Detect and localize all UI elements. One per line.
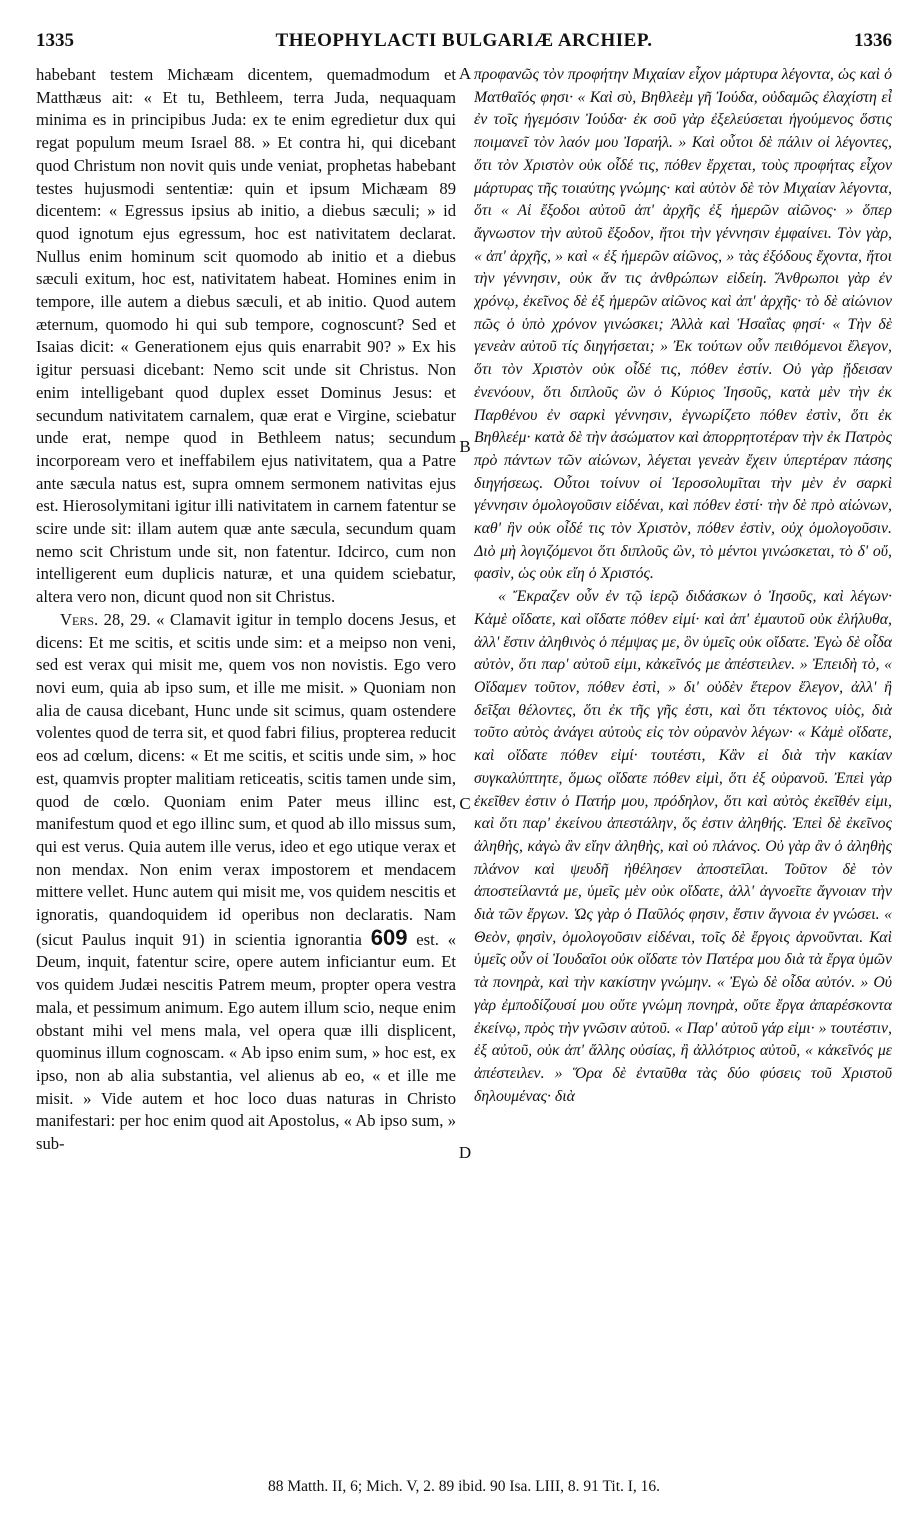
latin-column — [36, 64, 456, 1458]
latin-paragraph-2-text-a: « Clamavit igitur in templo docens Jesus, et dicens: Et me scitis, et scitis unde sim: et a meipso non veni, sed est verax qui misit me, quem vos non novistis. Ego vero novi eum, quia ab ipso sum, et ille me misit. » Quoniam non alia de causa dicebant, Hunc unde sit scimus, quam ostendere volentes quod de terra sit, et quod fabri filius, propterea reducit eos ad cœlum, dicens: « Et me scitis, et scitis unde sim, » hoc est, quamvis propter malitiam reticeatis, scitis tamen unde sim, quod de cœlo. Quoniam enim Pater meus illinc est, manifestum quod et ego illinc sum, et quod ab illo missus sum, qui est verus. Quia autem ille verus, ideo et ego utique verax et non mendax. Non enim verax impostorem et mendacem mittere vellet. Hunc autem qui misit me, vos quidem nescitis et ignoratis, quandoquidem id operibus non declaratis. Nam (sicut Paulus inquit 91) in scientia ignorantia — [36, 609, 456, 949]
section-letter-b: B — [459, 437, 471, 456]
section-letter-a: A — [458, 64, 472, 83]
section-letter-d: D — [458, 1143, 472, 1162]
page-number-right: 1336 — [854, 30, 892, 51]
latin-paragraph-2-text-b: est. « Deum, inquit, fatentur scire, opere autem inficiantur eum. Et vos quidem Judæi nescitis Patrem meum, propter opera vestra mala, et pessimum animum. Ego autem illum scio, neque enim obstant mihi vel mens mala, vel opera quæ illi displicent, quominus illum cognoscam. « Ab ipso enim sum, » hoc est, ex ipso, non ab alia substantia, vel alienus ab eo, « et ille me misit. » Vide autem et hoc loco duas naturas in Christo manifestari: per hoc enim quod ait Apostolus, « Ab ipso sum, » sub- — [36, 929, 456, 1154]
page-number-left: 1335 — [36, 30, 74, 51]
footnotes: 88 Matth. II, 6; Mich. V, 2. 89 ibid. 90 Isa. LIII, 8. 91 Tit. I, 16. — [267, 1478, 661, 1495]
latin-paragraph-1: habebant testem Michæam dicentem, quemadmodum et Matthæus ait: « Et tu, Bethleem, terra Juda, nequaquam minima es in principibus Juda: ex te enim egredietur dux qui regat populum meum Israel 88. » Et contra hi, qui dicebant quod Christum non novit quis unde veniat, prophetas habebant testes hujusmodi sententiæ: quin et ipsum Michæam 89 dicentem: « Egressus ipsius ab initio, a diebus sæculi; » id quod ignotum ejus egressum, hoc est nativitatem declarat. Nullus enim hominum scit quomodo ab initio et a diebus sæculi exitum, hoc est, nativitatem habeat. Homines enim in tempore, ille autem a diebus sæculi, et ab initio. Quod autem æternum, quomodo hi qui sub tempore, cognoscunt? Sed et Isaias dicit: « Generationem ejus quis enarrabit 90? » Ex his igitur persuasi dicebant: Nemo scit unde sit Christus. Non enim intelligebant quod duplex esset Dominus Jesus: et secundum nativitatem carnalem, quæ erat e Virgine, sciebatur unde erat, nempe quod in Bethleem natus; secundum incorpoream vero et ineffabilem ejus nativitatem, qua a Patre ante sæcula natus est, supra omnem sermonem nativitas ejus est. Hierosolymitani igitur illi nativitatem in carnem fatentur se scire unde sit: illam autem quæ ante sæcula, secundum quam nemo scit Christum unde sit, non fatentur. Idcirco, cum non intelligerent eum duplicis naturæ, et una quidem sciebatur, altera vero non, dicunt quod non sit Christus. — [36, 65, 456, 607]
latin-paragraph-2 — [36, 609, 456, 1156]
verse-reference: Vers. 28, 29. — [60, 609, 151, 629]
running-title: THEOPHYLACTI BULGARIÆ ARCHIEP. — [275, 30, 653, 51]
greek-paragraph-2: « Ἔκραζεν οὖν ἐν τῷ ἱερῷ διδάσκων ὁ Ἰησοῦς, καὶ λέγων· Κἀμὲ οἴδατε, καὶ οἴδατε πόθεν εἰμί· καὶ ἀπ' ἐμαυτοῦ οὐκ ἐλήλυθα, ἀλλ' ἔστιν ἀληθινὸς ὁ πέμψας με, ὃν ὑμεῖς οὐκ οἴδατε. Ἐγὼ δὲ οἶδα αὐτὸν, ὅτι παρ' αὐτοῦ εἰμι, κἀκεῖνός με ἀπέστειλεν. » Ἐπειδὴ τὸ, « Οἴδαμεν τοῦτον, πόθεν ἐστὶ, » δι' οὐδὲν ἕτερον ἔλεγον, ἀλλ' ἢ δεῖξαι θέλοντες, ὅτι ἐκ τῆς γῆς ἐστι, καὶ ὅτι τέκτονος υἱὸς, διὰ τοῦτο αὐτὸς ἀνάγει αὐτοὺς εἰς τὸν οὐρανὸν λέγων· « Κἀμὲ οἴδατε, καὶ οἴδατε πόθεν εἰμί· τουτέστι, Κἂν εἰ διὰ τὴν κακίαν συγκαλύπτητε, ὅμως οἴδατε πόθεν εἰμὶ, ὅτι ἐξ οὐρανοῦ. Ἐπεὶ γὰρ ἐκεῖθεν ἐστιν ὁ Πατήρ μου, πρόδηλον, ὅτι καὶ αὐτὸς ἐκεῖθέν εἰμι, καὶ ὅτι παρ' ἐκείνου ἀπεστάλην, ὅς ἐστιν ἀληθής. Ἐπεὶ δὲ ἐκεῖνος ἀληθὴς, κἀγὼ ἂν εἴην ἀληθὴς, καὶ οὐ πλάνος. Οὐ γὰρ ἂν ὁ ἀληθὴς πλάνον καὶ ψευδῆ ἠθέλησεν ἀποστεῖλαι. Τοῦτον δὲ τὸν ἀποστείλαντά με, ὑμεῖς μὲν οὐκ οἴδατε, ἀλλ' ἀγνοεῖτε ἄγνοιαν τὴν διὰ τῶν ἔργων. Ὡς γὰρ ὁ Παῦλός φησιν, ἔστιν ἄγνοια ἐν γνώσει. « Θεὸν, φησὶν, ὁμολογοῦσιν εἰδέναι, τοῖς δὲ ἔργοις ἀρνοῦνται. Καὶ ὑμεῖς οὖν οἱ Ἰουδαῖοι οὐκ οἴδατε τὸν Πατέρα μου διὰ τὰ ἔργα ὑμῶν τὰ πονηρὰ, καὶ τὴν κακίστην γνώμην. « Ἐγὼ δὲ οἶδα αὐτόν. » Οὐ γὰρ ἐμποδίζουσί μου οὔτε γνώμη πονηρὰ, οὔτε ἔργα ἀπαρέσκοντα ἐκείνῳ, πρὸς τὴν γνῶσιν αὐτοῦ. « Παρ' αὐτοῦ γάρ εἰμι· » τουτέστιν, ἐξ αὐτοῦ, οὐκ ἀπ' ἄλλης οὐσίας, ἢ ἀλλότριος αὐτοῦ, « κἀκεῖνός με ἀπέστειλεν. » Ὅρα δὲ ἐνταῦθα τὰς δύο φύσεις τοῦ Χριστοῦ δηλουμένας· διὰ — [474, 588, 892, 1105]
section-letter-c: C — [459, 794, 471, 813]
greek-paragraph-1: προφανῶς τὸν προφήτην Μιχαίαν εἶχον μάρτυρα λέγοντα, ὡς καὶ ὁ Ματθαῖός φησι· « Καὶ σὺ, Βηθλεὲμ γῆ Ἰούδα, οὐδαμῶς ἐλαχίστη εἶ ἐν τοῖς ἡγεμόσιν Ἰούδα· ἐκ σοῦ γὰρ ἐξελεύσεται ἡγούμενος ὅστις ποιμανεῖ τὸν λαόν μου Ἰσραήλ. » Καὶ οὗτοι δὲ πάλιν οἱ λέγοντες, ὅτι τὸν Χριστὸν οὐκ οἶδέ τις, πόθεν ἔρχεται, τοὺς προφήτας εἶχον μάρτυρας τῆς τοιαύτης γνώμης· καὶ αὐτὸν δὲ τὸν Μιχαίαν λέγοντα, ὅτι « Αἱ ἔξοδοι αὐτοῦ ἀπ' ἀρχῆς ἐξ ἡμερῶν αἰῶνος· » ὅπερ ἄγνωστον τὴν αὐτοῦ ἔξοδον, ἤτοι τὴν γέννησιν ἐμφαίνει. Τὸν γὰρ, « ἀπ' ἀρχῆς, » καὶ « ἐξ ἡμερῶν αἰῶνος, » τὰς ἐξόδους ἔχοντα, ἤτοι τὴν γέννησιν, οὐκ ἄν τις ἀνθρώπων εἰδείη. Ἄνθρωποι γὰρ ἐν χρόνῳ, ἐκεῖνος δὲ ἐξ ἡμερῶν αἰῶνος καὶ ἀπ' ἀρχῆς· τὸ δὲ αἰώνιον πῶς ὁ ὑπὸ χρόνον γινώσκει; Ἀλλὰ καὶ Ἡσαΐας φησί· « Τὴν δὲ γενεὰν αὐτοῦ τίς διηγήσεται; » Ἐκ τούτων οὖν πειθόμενοι ἔλεγον, ὅτι τὸν Χριστὸν οὐκ οἶδέ τις, πόθεν ἐστίν. Οὐ γὰρ ᾔδεισαν ἐνενόουν, ὅτι διπλοῦς ὢν ὁ Κύριος Ἰησοῦς, κατὰ μὲν τὴν ἐκ Παρθένου ἐν σαρκὶ γέννησιν, ἐγνωρίζετο πόθεν ἐστὶν, ὅτι ἐκ Βηθλεέμ· κατὰ δὲ τὴν ἀσώματον καὶ ἀπορρητοτέραν τὴν ἐκ Πατρὸς πρὸ πάντων τῶν αἰώνων, λέγεται γενεὰν ἔχειν ὑπερτέραν πάσης διηγήσεως. Οὗτοι τοίνυν οἱ Ἱεροσολυμῖται τὴν μὲν ἐν σαρκὶ γέννησιν ὁμολογοῦσιν εἰδέναι, καὶ πόθεν ἐστί· τὴν δὲ πρὸ αἰώνων, καθ' ἣν οὐκ οἶδέ τις τὸν Χριστὸν, πόθεν ἐστὶν, οὐχ ὁμολογοῦσιν. Διὸ μὴ λογιζόμενοι ὅτι διπλοῦς ὢν, τὸ μέντοι γινώσκεται, τὸ δ' οὔ, φασὶν, ὡς οὐκ εἴη ὁ Χριστός. — [474, 66, 892, 583]
page-header — [36, 30, 892, 58]
column-mark: 609 — [370, 924, 408, 950]
greek-column — [474, 64, 892, 1458]
